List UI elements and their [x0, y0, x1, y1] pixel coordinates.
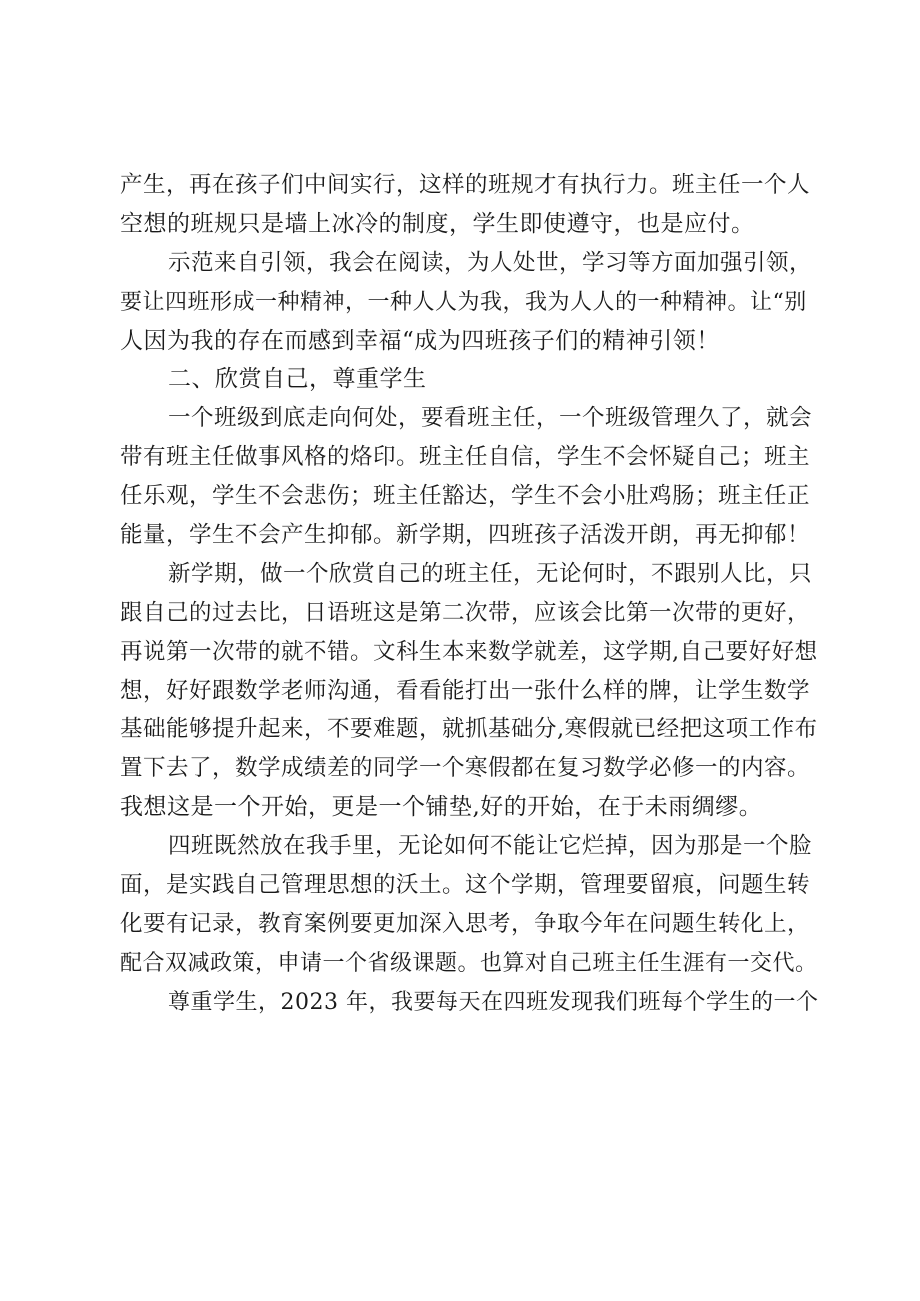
text-line: 四班既然放在我手里，无论如何不能让它烂掉，因为那是一个脸: [168, 833, 813, 860]
text-line: 跟自己的过去比，日语班这是第二次带，应该会比第一次带的更好，: [120, 599, 811, 626]
text-line: 任乐观，学生不会悲伤；班主任豁达，学生不会小肚鸡肠；班主任正: [120, 483, 811, 510]
text-line: 要让四班形成一种精神，一种人人为我，我为人人的一种精神。让“别: [120, 289, 807, 315]
text-line: 置下去了，数学成绩差的同学一个寒假都在复习数学必修一的内容。: [120, 755, 811, 782]
text-line: 产生，再在孩子们中间实行，这样的班规才有执行力。班主任一个人: [120, 172, 811, 198]
text-line: 我想这是一个开始，更是一个铺垫,好的开始，在于未雨绸缪。: [120, 794, 763, 821]
document-body: [120, 166, 820, 1022]
text-line: 再说第一次带的就不错。文科生本来数学就差，这学期,自己要好好想: [120, 638, 818, 665]
text-line: 想，好好跟数学老师沟通，看看能打出一张什么样的牌，让学生数学: [120, 677, 811, 704]
text-line: 能量，学生不会产生抑郁。新学期，四班孩子活泼开朗，再无抑郁！: [120, 522, 811, 549]
text-line: 基础能够提升起来，不要难题，就抓基础分,寒假就已经把这项工作布: [120, 716, 818, 743]
text-line: 人因为我的存在而感到幸福“成为四班孩子们的精神引领！: [120, 327, 720, 354]
text-line: 配合双减政策，申请一个省级课题。也算对自己班主任生涯有一交代。: [120, 950, 818, 976]
text-line: 尊重学生，2023 年，我要每天在四班发现我们班每个学生的一个: [168, 989, 819, 1015]
text-line: 化要有记录，教育案例要更加深入思考，争取今年在问题生转化上，: [120, 910, 811, 937]
text-line: 一个班级到底走向何处，要看班主任，一个班级管理久了，就会: [168, 405, 813, 432]
text-line: 示范来自引领，我会在阅读，为人处世，学习等方面加强引领，: [168, 249, 813, 276]
text-line: 空想的班规只是墙上冰冷的制度，学生即使遵守，也是应付。: [120, 210, 755, 237]
text-line: 带有班主任做事风格的烙印。班主任自信，学生不会怀疑自己；班主: [120, 444, 811, 471]
text-line: 新学期，做一个欣赏自己的班主任，无论何时，不跟别人比，只: [168, 560, 813, 587]
text-line: 面，是实践自己管理思想的沃土。这个学期，管理要留痕，问题生转: [120, 872, 811, 899]
text-line: 二、欣赏自己，尊重学生: [168, 366, 427, 393]
